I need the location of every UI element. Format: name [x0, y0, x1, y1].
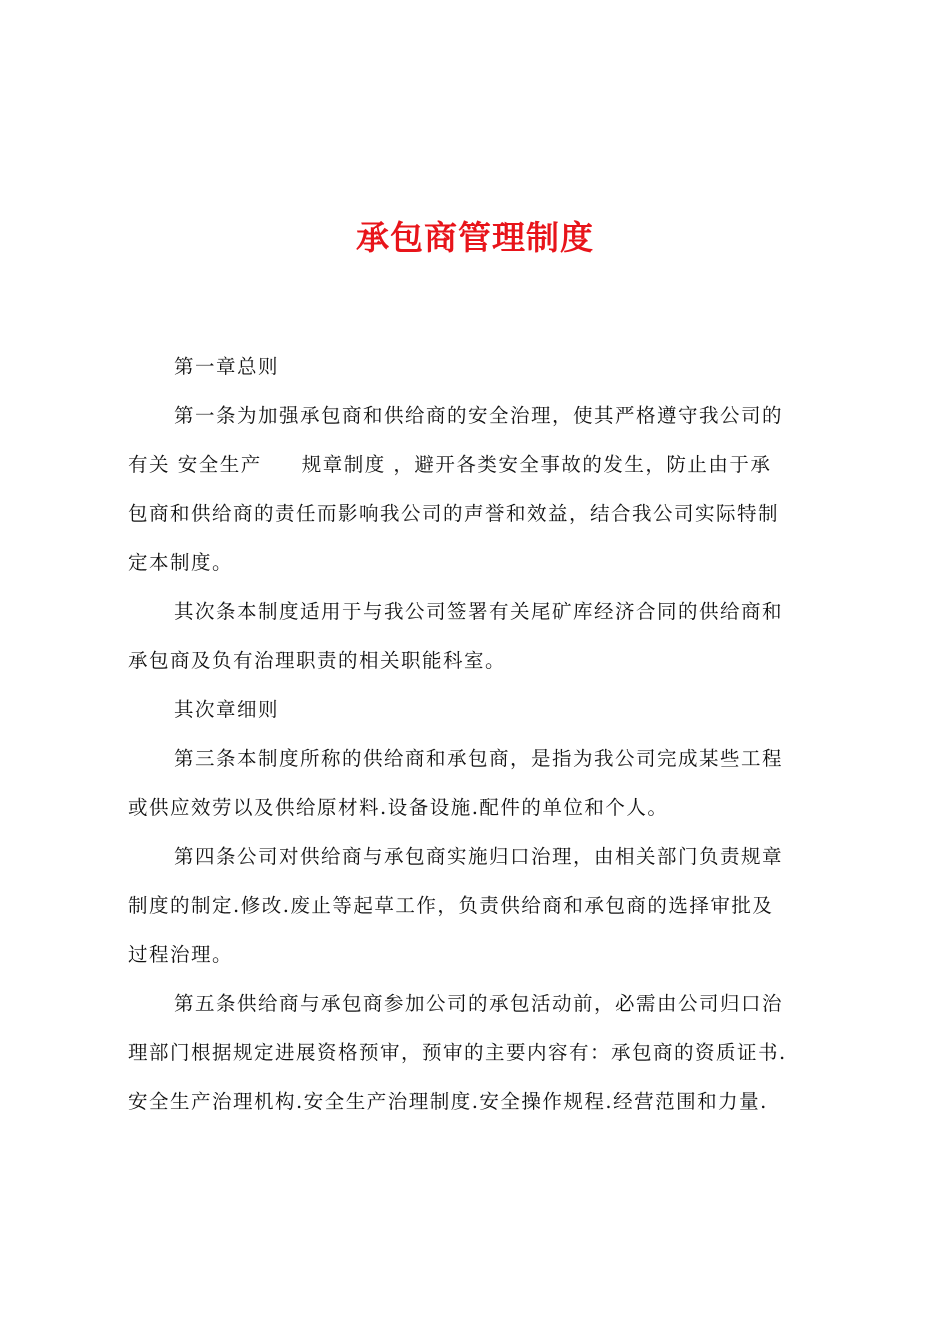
paragraph-line: 第一章总则	[174, 355, 280, 378]
paragraph-line: 定本制度。	[128, 551, 234, 574]
paragraph-line: 其次条本制度适用于与我公司签署有关尾矿库经济合同的供给商和	[174, 600, 784, 623]
paragraph-line: 安全生产治理机构.安全生产治理制度.安全操作规程.经营范围和力量.	[128, 1090, 768, 1113]
paragraph-line-split	[128, 440, 840, 489]
paragraph-line: 或供应效劳以及供给原材料.设备设施.配件的单位和个人。	[128, 796, 669, 819]
article-paragraph	[128, 832, 840, 979]
document-body	[128, 342, 840, 1126]
paragraph-line: 制度的制定.修改.废止等起草工作，负责供给商和承包商的选择审批及	[128, 894, 774, 917]
article-paragraph	[128, 979, 840, 1126]
paragraph-line: 第四条公司对供给商与承包商实施归口治理，由相关部门负责规章	[174, 845, 784, 868]
article-paragraph	[128, 391, 840, 587]
paragraph-line: 过程治理。	[128, 943, 234, 966]
paragraph-line: 第五条供给商与承包商参加公司的承包活动前，必需由公司归口治	[174, 992, 784, 1015]
chapter-heading	[128, 685, 840, 734]
paragraph-line: 第三条本制度所称的供给商和承包商，是指为我公司完成某些工程	[174, 747, 784, 770]
paragraph-line: 理部门根据规定进展资格预审，预审的主要内容有：承包商的资质证书.	[128, 1041, 787, 1064]
paragraph-line: 第一条为加强承包商和供给商的安全治理，使其严格遵守我公司的	[174, 404, 784, 427]
article-paragraph	[128, 734, 840, 832]
paragraph-line: 其次章细则	[174, 698, 280, 721]
paragraph-line-part: 规章制度 ，避开各类安全事故的发生，防止由于承	[301, 453, 772, 476]
paragraph-line: 包商和供给商的责任而影响我公司的声誉和效益，结合我公司实际特制	[128, 502, 780, 525]
document-title: 承包商管理制度	[356, 218, 594, 257]
article-paragraph	[128, 587, 840, 685]
chapter-heading	[128, 342, 840, 391]
paragraph-line-part: 有关 安全生产	[128, 453, 262, 476]
paragraph-line: 承包商及负有治理职责的相关职能科室。	[128, 649, 507, 672]
